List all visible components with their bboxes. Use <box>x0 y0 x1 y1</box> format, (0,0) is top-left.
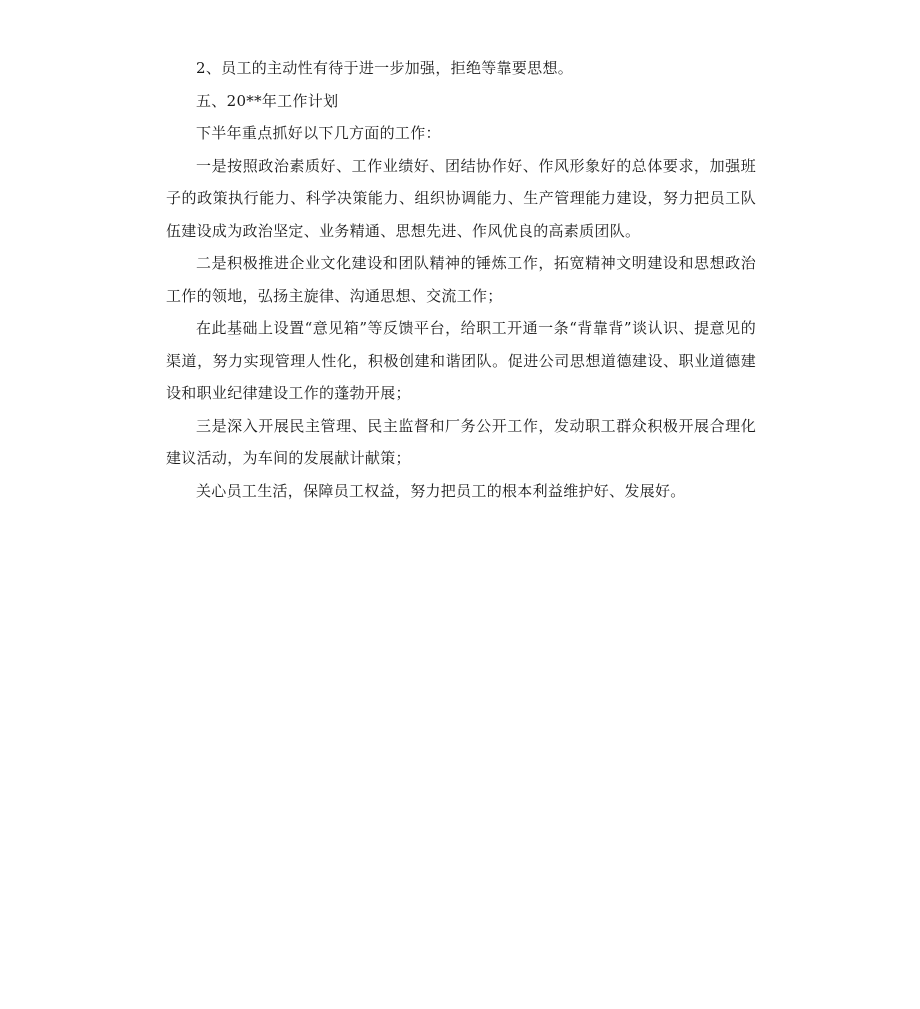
paragraph-employee-care: 关心员工生活，保障员工权益，努力把员工的根本利益维护好、发展好。 <box>196 481 686 500</box>
paragraph-feedback-platform: 在此基础上设置“意见箱”等反馈平台，给职工开通一条“背靠背”谈认识、提意见的渠道，努力实现管理人性化，积极创建和谐团队。促进公司思想道德建设、职业道德建设和职业纪律建设工作的蓬勃开展； <box>166 319 756 402</box>
paragraph-plan-2: 二是积极推进企业文化建设和团队精神的锤炼工作，拓宽精神文明建设和思想政治工作的领地，弘扬主旋律、沟通思想、交流工作； <box>166 254 756 305</box>
document-body <box>166 52 756 507</box>
paragraph-plan-1: 一是按照政治素质好、工作业绩好、团结协作好、作风形象好的总体要求，加强班子的政策执行能力、科学决策能力、组织协调能力、生产管理能力建设，努力把员工队伍建设成为政治坚定、业务精通、思想先进、作风优良的高素质团队。 <box>166 156 756 240</box>
paragraph-intro: 下半年重点抓好以下几方面的工作： <box>196 124 441 142</box>
paragraph-issue-2: 2、员工的主动性有待于进一步加强，拒绝等靠要思想。 <box>196 59 574 77</box>
section-heading-work-plan: 五、20**年工作计划 <box>196 91 339 110</box>
paragraph-plan-3: 三是深入开展民主管理、民主监督和厂务公开工作，发动职工群众积极开展合理化建议活动，为车间的发展献计献策； <box>166 416 756 467</box>
